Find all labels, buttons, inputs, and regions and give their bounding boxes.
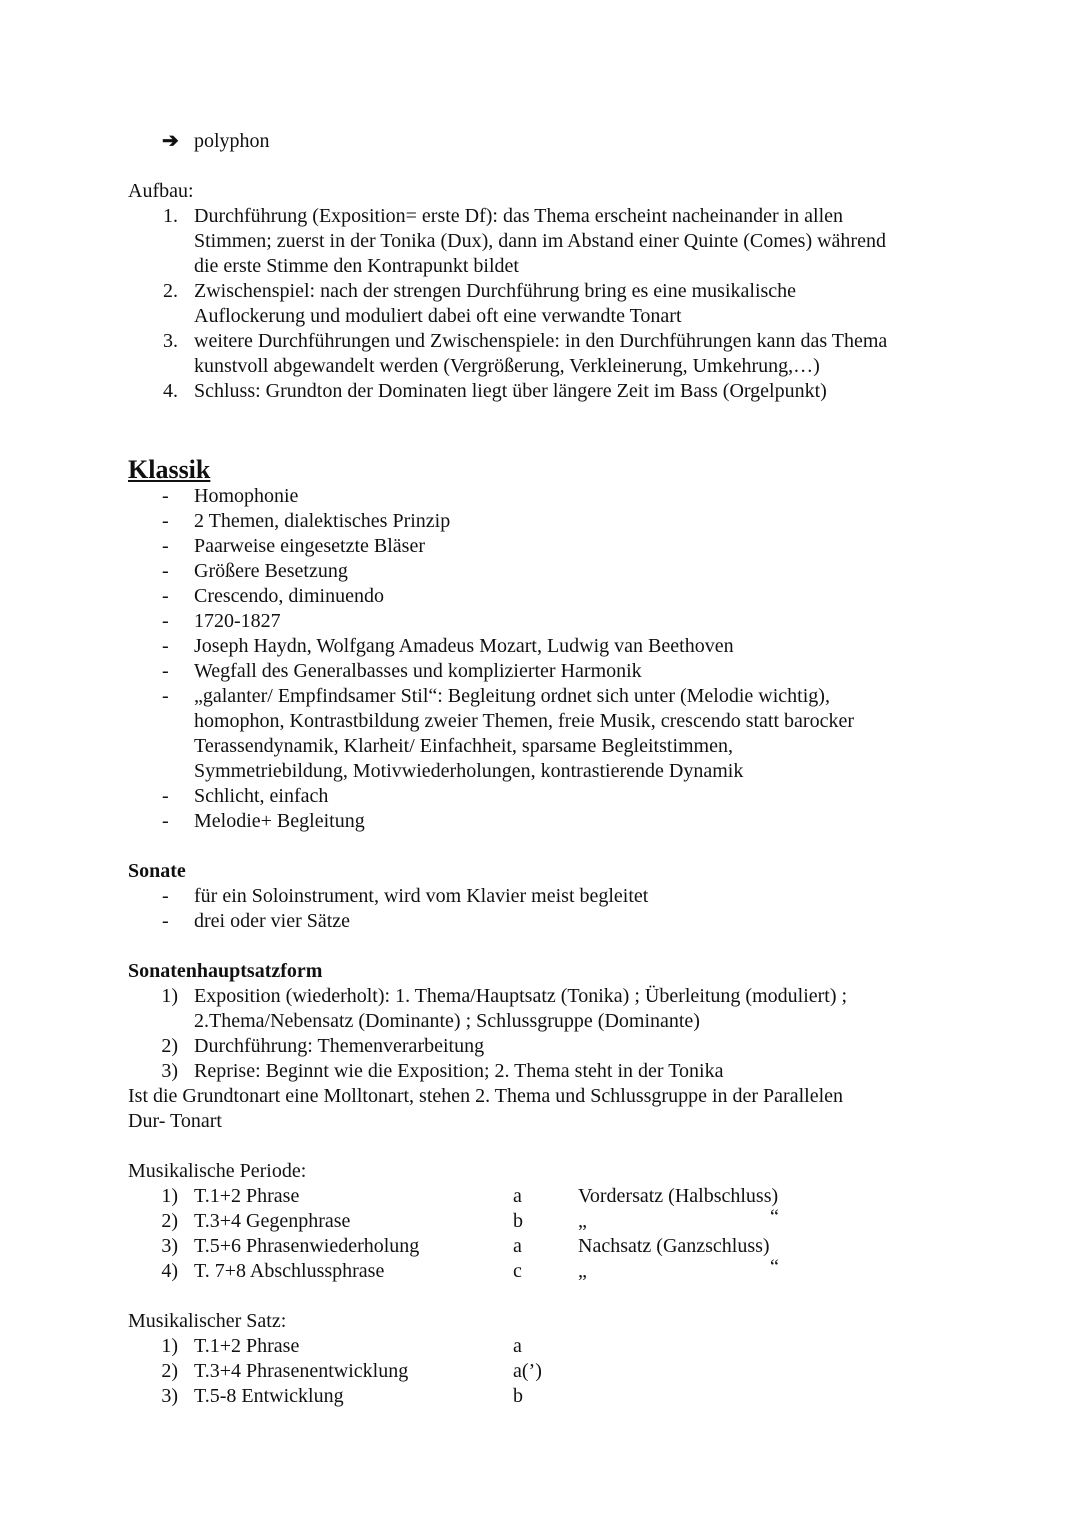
list-number: 4)	[161, 1260, 178, 1282]
aufbau-heading: Aufbau:	[128, 180, 194, 202]
bullet-dash: -	[162, 885, 169, 907]
sonate-heading: Sonate	[128, 860, 186, 882]
list-item-line: Stimmen; zuerst in der Tonika (Dux), dann im Abstand einer Quinte (Comes) während	[194, 230, 886, 252]
list-item: Crescendo, diminuendo	[194, 585, 384, 607]
list-number: 1)	[161, 1335, 178, 1357]
bullet-dash: -	[162, 510, 169, 532]
list-item: Paarweise eingesetzte Bläser	[194, 535, 426, 557]
arrow-item: ➔ polyphon	[162, 130, 270, 152]
sonatenhauptsatzform-heading: Sonatenhauptsatzform	[128, 960, 323, 982]
row-letter: a	[513, 1185, 522, 1207]
list-item-line: homophon, Kontrastbildung zweier Themen, freie Musik, crescendo statt barocker	[194, 710, 854, 732]
bullet-dash: -	[162, 685, 169, 707]
list-item-line: weitere Durchführungen und Zwischenspiele: in den Durchführungen kann das Thema	[194, 330, 888, 352]
list-item: Melodie+ Begleitung	[194, 810, 365, 832]
row-letter: c	[513, 1260, 522, 1282]
list-item-line: Zwischenspiel: nach der strengen Durchführung bring es eine musikalische	[194, 280, 797, 302]
bullet-dash: -	[162, 610, 169, 632]
list-number: 3.	[163, 330, 178, 352]
list-number: 3)	[161, 1235, 178, 1257]
ditto-close: “	[770, 1256, 779, 1278]
bullet-dash: -	[162, 485, 169, 507]
list-item: Schlicht, einfach	[194, 785, 329, 807]
list-item: für ein Soloinstrument, wird vom Klavier meist begleitet	[194, 885, 649, 907]
list-item-line: Durchführung: Themenverarbeitung	[194, 1035, 485, 1057]
periode-heading: Musikalische Periode:	[128, 1160, 307, 1182]
list-item-line: „galanter/ Empfindsamer Stil“: Begleitung ordnet sich unter (Melodie wichtig),	[194, 685, 830, 707]
right-arrow-icon: ➔	[162, 130, 179, 152]
list-number: 1)	[161, 1185, 178, 1207]
row-desc: Vordersatz (Halbschluss)	[578, 1185, 779, 1207]
list-item-line: Schluss: Grundton der Dominaten liegt über längere Zeit im Bass (Orgelpunkt)	[194, 380, 827, 402]
row-letter: a	[513, 1235, 522, 1257]
bullet-dash: -	[162, 910, 169, 932]
list-item: drei oder vier Sätze	[194, 910, 351, 932]
row-label: T. 7+8 Abschlussphrase	[194, 1260, 385, 1282]
list-number: 2.	[163, 280, 178, 302]
bullet-dash: -	[162, 635, 169, 657]
bullet-dash: -	[162, 585, 169, 607]
bullet-dash: -	[162, 560, 169, 582]
list-item-line: Terassendynamik, Klarheit/ Einfachheit, sparsame Begleitstimmen,	[194, 735, 733, 757]
klassik-heading: Klassik	[128, 455, 211, 484]
list-item-line: kunstvoll abgewandelt werden (Vergrößerung, Verkleinerung, Umkehrung,…)	[194, 355, 820, 377]
list-item-line: 2.Thema/Nebensatz (Dominante) ; Schlussgruppe (Dominante)	[194, 1010, 700, 1032]
list-item: Joseph Haydn, Wolfgang Amadeus Mozart, Ludwig van Beethoven	[194, 635, 734, 657]
list-item: Größere Besetzung	[194, 560, 348, 582]
list-item-line: Reprise: Beginnt wie die Exposition; 2. Thema steht in der Tonika	[194, 1060, 724, 1082]
paragraph-line: Ist die Grundtonart eine Molltonart, stehen 2. Thema und Schlussgruppe in der Parallelen	[128, 1085, 844, 1107]
row-label: T.3+4 Phrasenentwicklung	[194, 1360, 409, 1382]
row-label: T.1+2 Phrase	[194, 1335, 300, 1357]
list-item-line: Exposition (wiederholt): 1. Thema/Hauptsatz (Tonika) ; Überleitung (moduliert) ;	[194, 985, 848, 1007]
list-item: 1720-1827	[194, 610, 281, 632]
list-number: 3)	[161, 1060, 178, 1082]
row-letter: b	[513, 1210, 523, 1232]
list-number: 3)	[161, 1385, 178, 1407]
ditto-open: „	[578, 1260, 587, 1282]
row-label: T.3+4 Gegenphrase	[194, 1210, 351, 1232]
bullet-dash: -	[162, 810, 169, 832]
list-number: 2)	[161, 1360, 178, 1382]
ditto-open: „	[578, 1210, 587, 1232]
list-item-line: Symmetriebildung, Motivwiederholungen, kontrastierende Dynamik	[194, 760, 744, 782]
bullet-dash: -	[162, 660, 169, 682]
list-item: 2 Themen, dialektisches Prinzip	[194, 510, 451, 532]
row-letter: a(’)	[513, 1360, 542, 1382]
row-letter: b	[513, 1385, 523, 1407]
row-desc: Nachsatz (Ganzschluss)	[578, 1235, 770, 1257]
paragraph-line: Dur- Tonart	[128, 1110, 222, 1132]
bullet-dash: -	[162, 535, 169, 557]
row-label: T.5-8 Entwicklung	[194, 1385, 344, 1407]
row-label: T.1+2 Phrase	[194, 1185, 300, 1207]
row-label: T.5+6 Phrasenwiederholung	[194, 1235, 420, 1257]
list-number: 1)	[161, 985, 178, 1007]
list-item: Homophonie	[194, 485, 299, 507]
list-item-line: Auflockerung und moduliert dabei oft eine verwandte Tonart	[194, 305, 682, 327]
satz-heading: Musikalischer Satz:	[128, 1310, 287, 1332]
row-letter: a	[513, 1335, 522, 1357]
list-number: 2)	[161, 1035, 178, 1057]
list-item-line: die erste Stimme den Kontrapunkt bildet	[194, 255, 519, 277]
list-number: 2)	[161, 1210, 178, 1232]
list-number: 1.	[163, 205, 178, 227]
ditto-close: “	[770, 1206, 779, 1228]
list-item: Wegfall des Generalbasses und komplizierter Harmonik	[194, 660, 642, 682]
list-item-line: Durchführung (Exposition= erste Df): das Thema erscheint nacheinander in allen	[194, 205, 844, 227]
list-number: 4.	[163, 380, 178, 402]
bullet-dash: -	[162, 785, 169, 807]
